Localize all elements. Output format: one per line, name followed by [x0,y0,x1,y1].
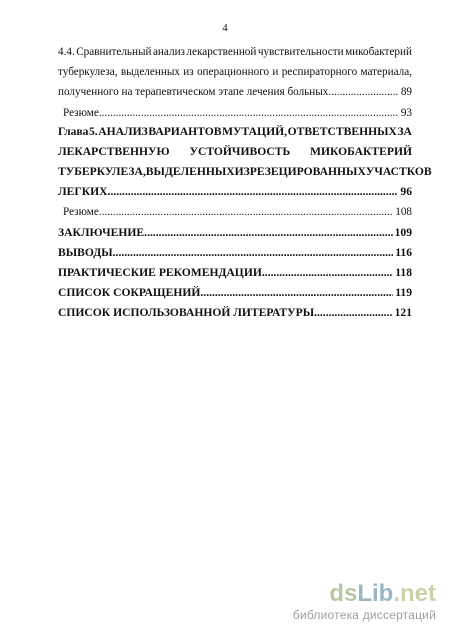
toc-word: ЗА [397,125,412,138]
toc-word: МИКОБАКТЕРИЙ [310,145,412,158]
toc-word: 4.4. [58,46,75,58]
toc-word: УЧАСТКОВ [365,165,432,178]
toc-word: ВАРИАНТОВ [148,125,222,138]
toc-word: лекарственной [186,46,257,58]
toc-entry-text: ПРАКТИЧЕСКИЕ РЕКОМЕНДАЦИИ [58,266,262,279]
toc-entry-text: полученного на терапевтическом этапе лечения больных. [58,86,332,98]
toc-word: МУТАЦИЙ, [222,125,288,138]
toc-resume-2 [63,202,412,222]
dot-leader [262,263,393,283]
toc-entry-text: ЗАКЛЮЧЕНИЕ [58,226,145,239]
dot-leader [331,82,399,102]
toc-page-number: 108 [395,206,412,218]
toc-entry-text: Резюме. [63,206,102,218]
toc-chapter-5-line-3 [58,162,432,182]
toc-chapter-5-line-2 [58,142,412,162]
toc-4-4-line-1 [58,42,412,62]
toc-recommendations [58,263,412,283]
toc-4-4-line-3 [58,82,412,102]
dot-leader [113,243,394,263]
toc-entry-text: ЛЕГКИХ [58,185,108,198]
toc-word: АНАЛИЗ [98,125,148,138]
toc-resume-1 [63,103,412,123]
dot-leader [314,303,393,323]
toc-page-number: 119 [395,286,412,299]
toc-word: туберкулеза, [58,66,118,78]
dot-leader [144,223,392,243]
toc-page-number: 116 [395,246,412,259]
toc-4-4-line-2 [58,62,412,82]
logo-ds: ds [329,580,358,607]
toc-page-number: 121 [394,306,412,319]
toc-word: ВЫДЕЛЕННЫХ [145,165,235,178]
toc-word: УСТОЙЧИВОСТЬ [189,145,291,158]
dot-leader [102,103,399,123]
dot-leader [108,182,399,202]
toc-abbreviations [58,283,412,303]
toc-word: респираторного [281,66,358,78]
toc-word: чувствительности [257,46,344,58]
dot-leader [200,283,393,303]
toc-page-number: 109 [394,226,412,239]
toc-word: и [272,66,279,78]
toc-word: РЕЗЕЦИРОВАННЫХ [249,165,366,178]
dslib-logo [293,581,436,607]
toc-entry-text: СПИСОК ИСПОЛЬЗОВАННОЙ ЛИТЕРАТУРЫ [58,306,315,319]
toc-entry-text: Резюме. [63,107,102,119]
dot-leader [102,202,394,222]
toc-word: из [183,66,194,78]
toc-word: материала, [360,66,412,78]
toc-entry-text: СПИСОК СОКРАЩЕНИЙ [58,286,201,299]
toc-chapter-5-line-1 [58,122,412,142]
toc-word: ОТВЕТСТВЕННЫХ [287,125,397,138]
toc-word: Сравнительный [76,46,152,58]
logo-lib: Lib [357,580,394,607]
toc-page-number: 89 [400,86,412,98]
toc-page-number: 118 [395,266,412,279]
toc-word: микобактерий [345,46,412,58]
toc-word: ТУБЕРКУЛЕЗА, [58,165,146,178]
toc-page-number: 96 [400,185,412,198]
dslib-watermark [293,581,436,622]
logo-net: .net [393,580,436,607]
toc-word: Глава [58,125,89,138]
toc-page-number: 93 [400,107,412,119]
toc-chapter-5-line-4 [58,182,412,202]
toc-word: ЛЕКАРСТВЕННУЮ [58,145,170,158]
toc-word: операционного [196,66,270,78]
toc-word: 5. [88,125,98,138]
toc-word: ИЗ [234,165,250,178]
watermark-subtitle: библиотека диссертаций [292,608,436,622]
toc-word: выделенных [120,66,180,78]
toc-entry-text: ВЫВОДЫ [58,246,113,259]
toc-word: анализ [152,46,185,58]
toc-findings [58,243,412,263]
page-number: 4 [222,22,228,34]
toc-conclusion [58,223,412,243]
toc-literature [58,303,412,323]
